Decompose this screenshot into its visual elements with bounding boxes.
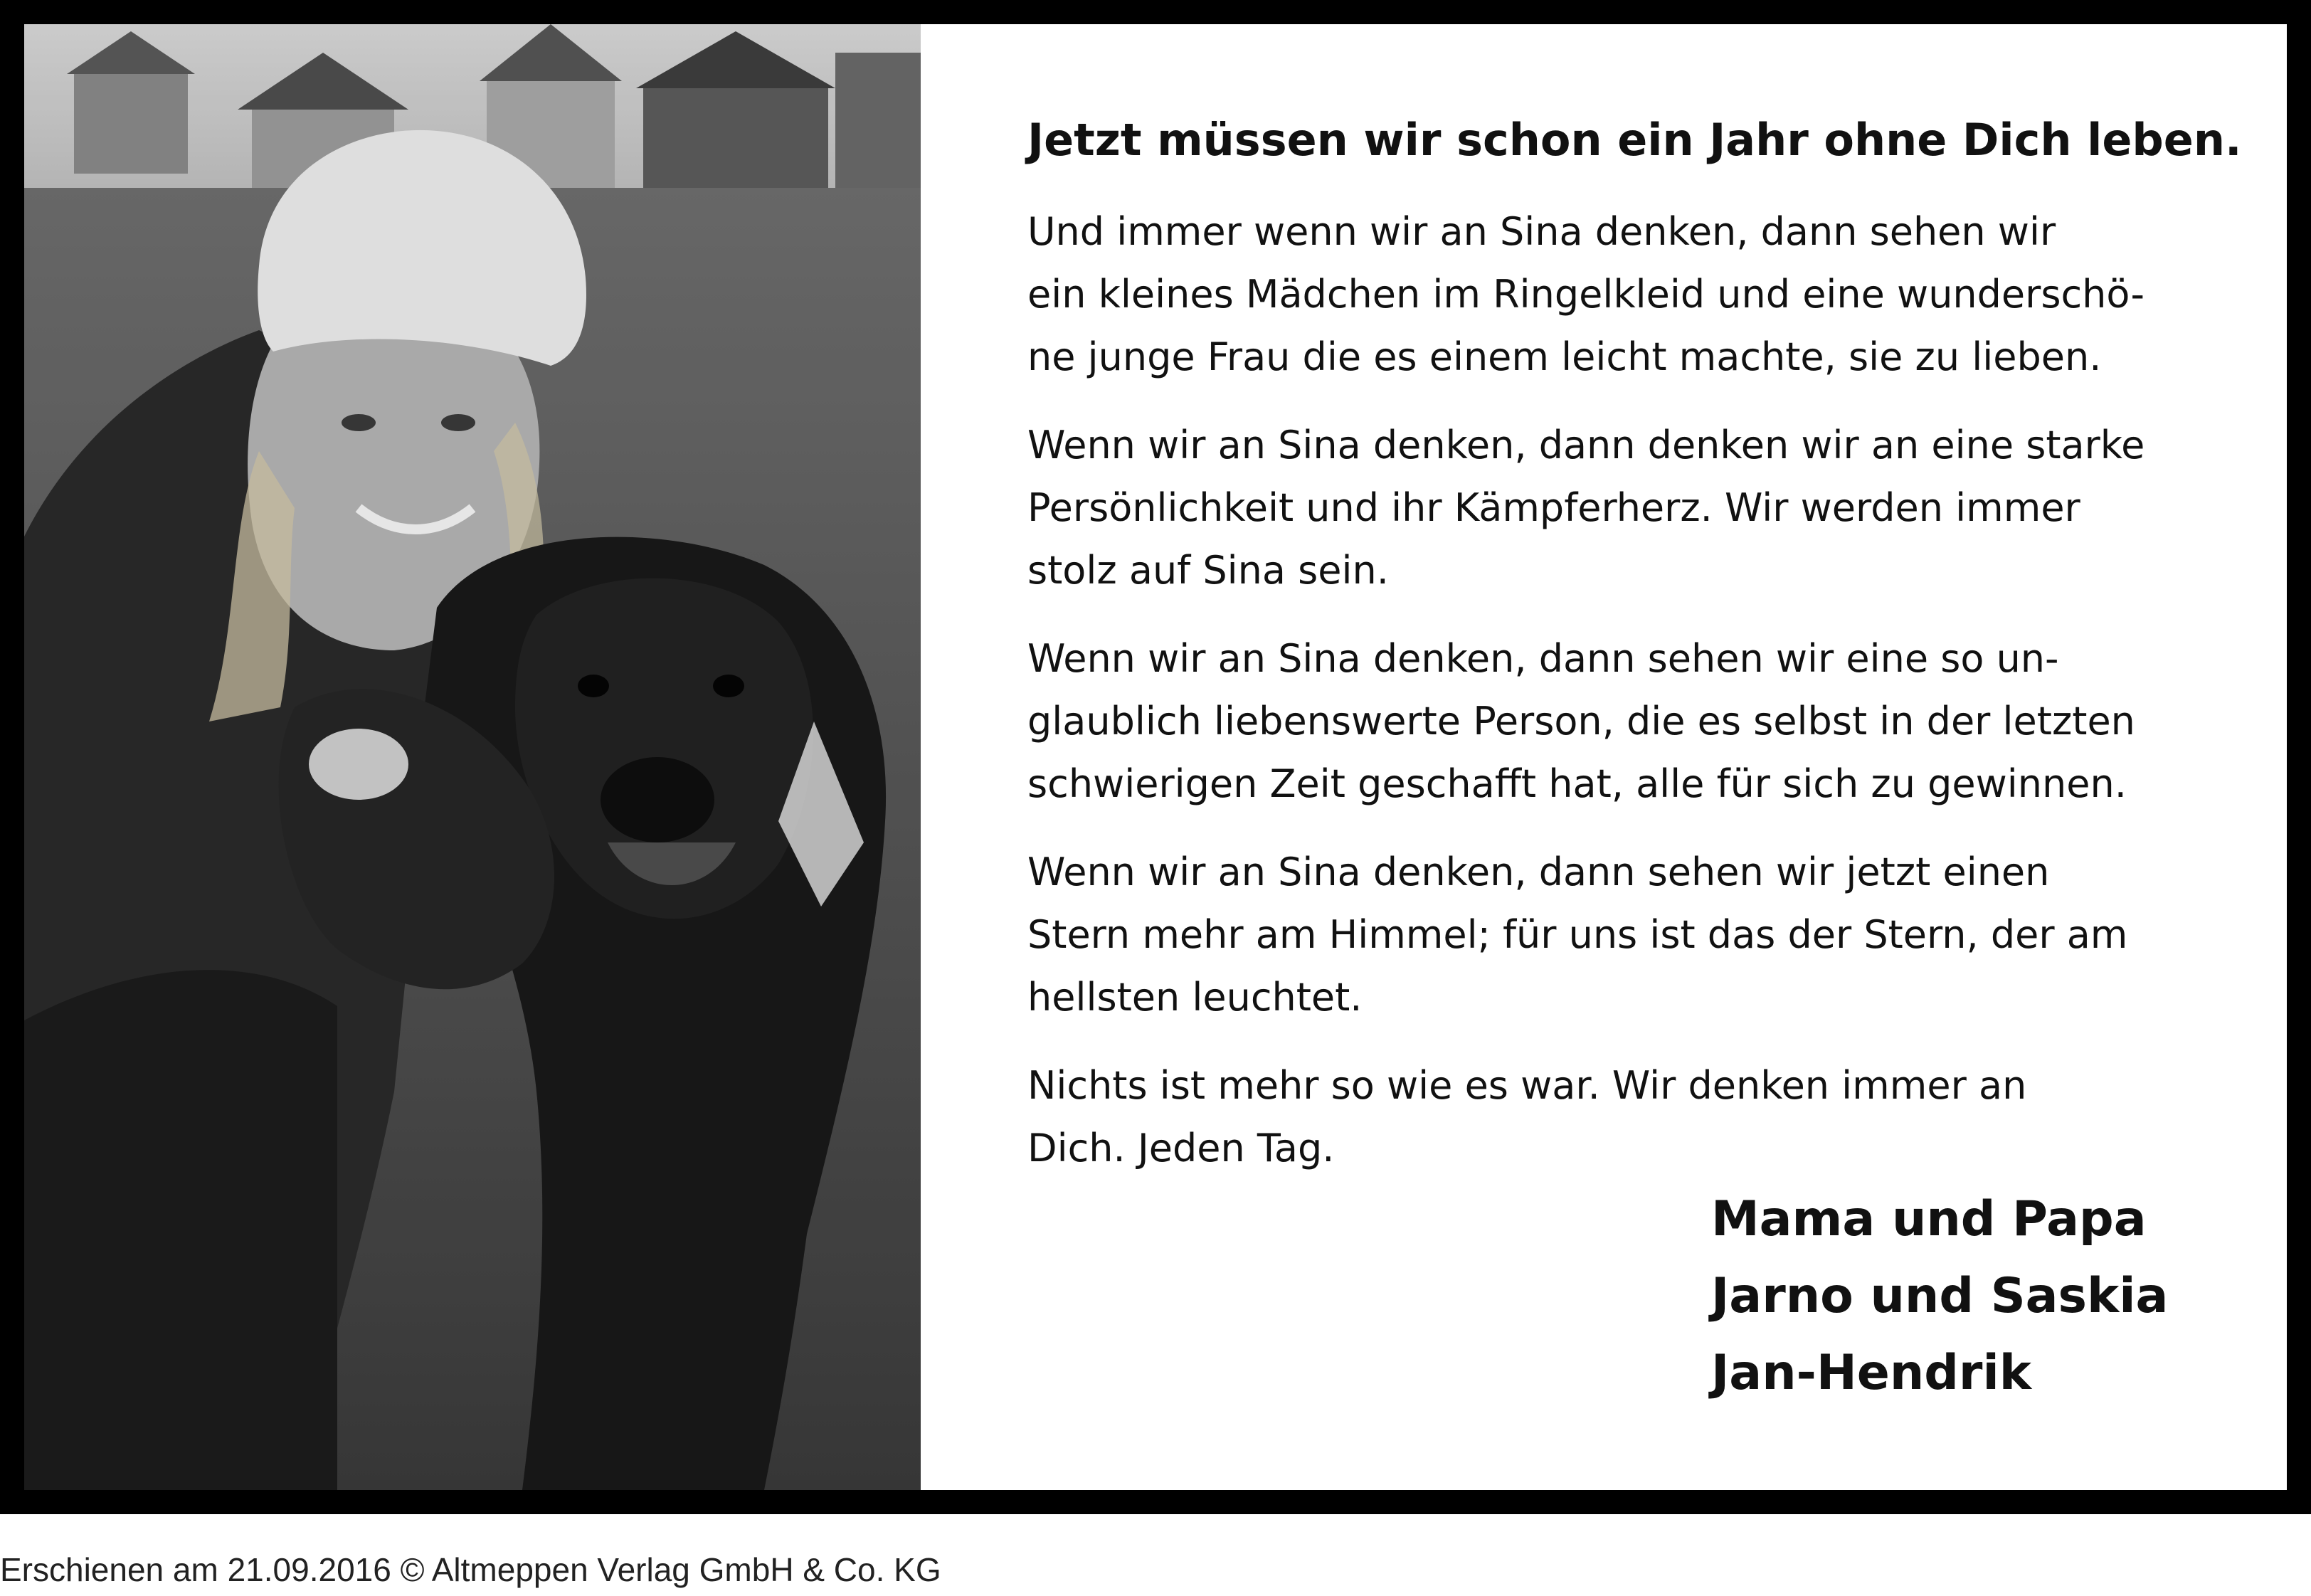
paragraph-1 bbox=[1027, 201, 2265, 389]
text-line: Wenn wir an Sina denken, dann sehen wir eine so un- bbox=[1027, 636, 2059, 681]
text-line: glaublich liebenswerte Person, die es selbst in der letzten bbox=[1027, 699, 2135, 744]
text-line: stolz auf Sina sein. bbox=[1027, 548, 1389, 593]
signatures bbox=[1711, 1181, 2168, 1412]
text-line: schwierigen Zeit geschafft hat, alle für sich zu gewinnen. bbox=[1027, 761, 2127, 806]
text-line: Stern mehr am Himmel; für uns ist das der Stern, der am bbox=[1027, 912, 2128, 957]
text-line: Und immer wenn wir an Sina denken, dann sehen wir bbox=[1027, 209, 2056, 254]
text-line: Nichts ist mehr so wie es war. Wir denken immer an bbox=[1027, 1063, 2027, 1108]
memorial-text bbox=[1027, 201, 2265, 1205]
text-line: Persönlichkeit und ihr Kämpferherz. Wir werden immer bbox=[1027, 485, 2080, 530]
text-line: Dich. Jeden Tag. bbox=[1027, 1126, 1335, 1170]
paragraph-3 bbox=[1027, 628, 2265, 815]
signature-line: Jan-Hendrik bbox=[1711, 1345, 2032, 1401]
paragraph-5 bbox=[1027, 1055, 2265, 1180]
photo-illustration bbox=[24, 24, 921, 1490]
text-panel bbox=[921, 24, 2287, 1490]
text-line: Wenn wir an Sina denken, dann sehen wir jetzt einen bbox=[1027, 850, 2050, 894]
publication-footer: Erschienen am 21.09.2016 © Altmeppen Verlag GmbH & Co. KG bbox=[0, 1551, 941, 1588]
text-line: Wenn wir an Sina denken, dann denken wir an eine starke bbox=[1027, 423, 2145, 467]
text-line: ein kleines Mädchen im Ringelkleid und eine wunderschö- bbox=[1027, 272, 2145, 317]
text-line: ne junge Frau die es einem leicht machte, sie zu lieben. bbox=[1027, 334, 2102, 379]
text-line: hellsten leuchtet. bbox=[1027, 975, 1363, 1020]
signature-line: Mama und Papa bbox=[1711, 1191, 2147, 1247]
headline: Jetzt müssen wir schon ein Jahr ohne Dich leben. bbox=[1027, 114, 2242, 166]
paragraph-2 bbox=[1027, 414, 2265, 602]
paragraph-4 bbox=[1027, 841, 2265, 1029]
signature-line: Jarno und Saskia bbox=[1711, 1268, 2169, 1324]
memorial-photo bbox=[24, 24, 921, 1490]
